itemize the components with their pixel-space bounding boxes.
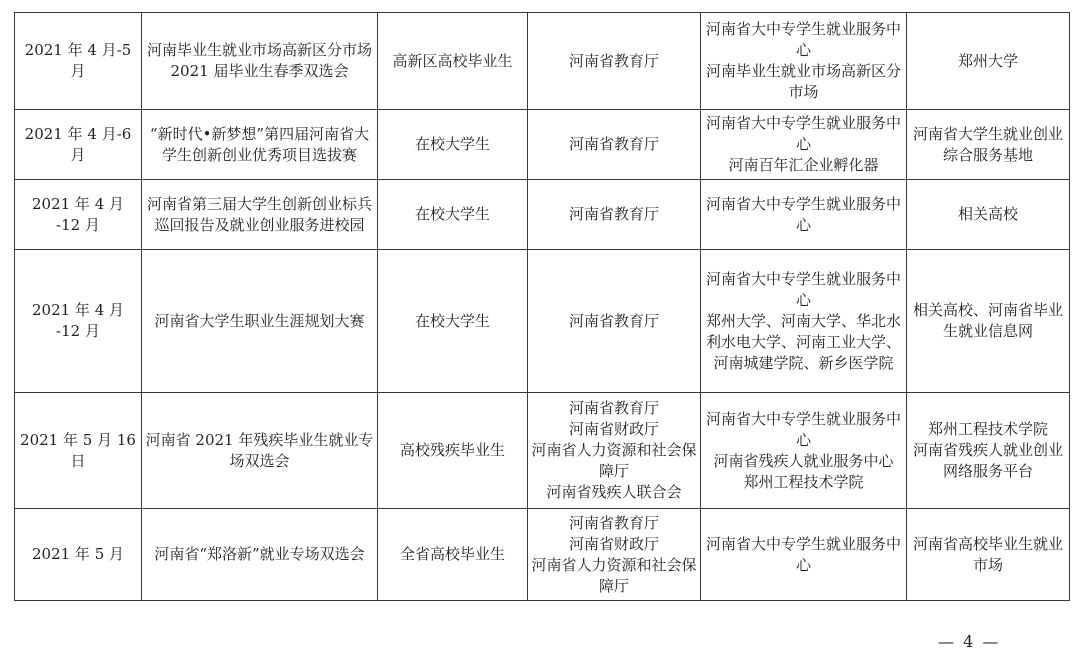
- organizer-cell: 河南省大中专学生就业服务中心 河南毕业生就业市场高新区分市场: [701, 13, 907, 110]
- target-audience-cell: 在校大学生: [378, 110, 528, 180]
- table-row: [15, 180, 1070, 250]
- organizer-cell: 河南省大中专学生就业服务中心 河南百年汇企业孵化器: [701, 110, 907, 180]
- organizer-cell: 河南省大中专学生就业服务中心 郑州大学、河南大学、华北水利水电大学、河南工业大学、河南城建学院、新乡医学院: [701, 250, 907, 393]
- event-name-cell: 河南省“郑洛新”就业专场双选会: [142, 509, 378, 601]
- host-cell: 河南省教育厅: [528, 110, 701, 180]
- undertaker-cell: 郑州工程技术学院 河南省残疾人就业创业网络服务平台: [907, 393, 1070, 509]
- date-cell: 2021 年 5 月: [15, 509, 142, 601]
- event-name-cell: 河南省 2021 年残疾毕业生就业专场双选会: [142, 393, 378, 509]
- event-name-cell: 河南省第三届大学生创新创业标兵巡回报告及就业创业服务进校园: [142, 180, 378, 250]
- date-cell: 2021 年 5 月 16 日: [15, 393, 142, 509]
- undertaker-cell: 相关高校: [907, 180, 1070, 250]
- date-cell: 2021 年 4 月 -12 月: [15, 180, 142, 250]
- host-cell: 河南省教育厅 河南省财政厅 河南省人力资源和社会保障厅 河南省残疾人联合会: [528, 393, 701, 509]
- date-cell: 2021 年 4 月 -12 月: [15, 250, 142, 393]
- table-row: [15, 509, 1070, 601]
- host-cell: 河南省教育厅: [528, 180, 701, 250]
- target-audience-cell: 全省高校毕业生: [378, 509, 528, 601]
- organizer-cell: 河南省大中专学生就业服务中心 河南省残疾人就业服务中心 郑州工程技术学院: [701, 393, 907, 509]
- organizer-cell: 河南省大中专学生就业服务中心: [701, 509, 907, 601]
- event-name-cell: 河南省大学生职业生涯规划大赛: [142, 250, 378, 393]
- page-number: — 4 —: [938, 632, 1001, 651]
- target-audience-cell: 高新区高校毕业生: [378, 13, 528, 110]
- host-cell: 河南省教育厅: [528, 250, 701, 393]
- event-name-cell: “新时代•新梦想”第四届河南省大学生创新创业优秀项目选拔赛: [142, 110, 378, 180]
- target-audience-cell: 高校残疾毕业生: [378, 393, 528, 509]
- table-row: [15, 393, 1070, 509]
- host-cell: 河南省教育厅 河南省财政厅 河南省人力资源和社会保障厅: [528, 509, 701, 601]
- host-cell: 河南省教育厅: [528, 13, 701, 110]
- undertaker-cell: 河南省大学生就业创业综合服务基地: [907, 110, 1070, 180]
- undertaker-cell: 郑州大学: [907, 13, 1070, 110]
- target-audience-cell: 在校大学生: [378, 180, 528, 250]
- undertaker-cell: 河南省高校毕业生就业市场: [907, 509, 1070, 601]
- event-schedule-table: [14, 12, 1070, 601]
- event-name-cell: 河南毕业生就业市场高新区分市场 2021 届毕业生春季双选会: [142, 13, 378, 110]
- date-cell: 2021 年 4 月-5 月: [15, 13, 142, 110]
- target-audience-cell: 在校大学生: [378, 250, 528, 393]
- undertaker-cell: 相关高校、河南省毕业生就业信息网: [907, 250, 1070, 393]
- organizer-cell: 河南省大中专学生就业服务中心: [701, 180, 907, 250]
- date-cell: 2021 年 4 月-6 月: [15, 110, 142, 180]
- table-row: [15, 13, 1070, 110]
- table-row: [15, 250, 1070, 393]
- table-row: [15, 110, 1070, 180]
